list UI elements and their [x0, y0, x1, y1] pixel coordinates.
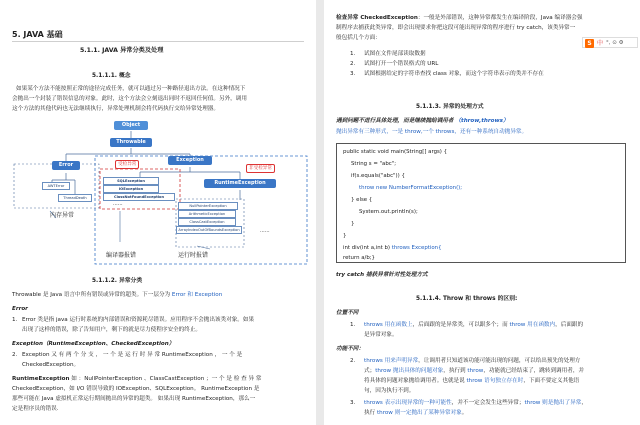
throwable-node: Throwable [110, 138, 152, 147]
position-line: throws 用在函数上，后面跟的是异常类，可以跟多个；而 throw 用在函数内，后面跟的 [364, 322, 584, 328]
function-item-number: 2. [350, 358, 356, 364]
exception-item-number: 2. [12, 352, 18, 358]
checked-item: SQLException [103, 177, 159, 185]
throw-heading-keywords: （throw,throws） [455, 118, 509, 124]
runtime-error-label: 运行时报错 [178, 252, 209, 259]
checked-item: IOException [103, 185, 159, 193]
awt-error-node: AWTError [42, 182, 70, 190]
floating-toolbar[interactable] [582, 37, 638, 48]
function-item-number: 3. [350, 400, 356, 406]
function-line: throws 用来声明异常，让调用者只知道该功能可能出现的问题，可以给出预先的处理方 [364, 358, 581, 364]
diff-title: 5.1.1.4. Throw 和 throws 的区别: [416, 296, 518, 302]
runtime-paragraph-line: CheckedException，如 I/O 错误导致的 IOException、SQLException。 RuntimeException 是 [12, 386, 260, 392]
function-line: 句，因为执行不到。 [364, 388, 415, 394]
title-rule [12, 41, 304, 42]
error-heading: Error [12, 306, 28, 312]
function-heading: 功能不同： [336, 346, 364, 352]
sogou-logo-icon[interactable]: S [585, 39, 594, 48]
throw-description: 抛出异常有三种形式，一是 throw,一个 throws，还有一种系统自动抛异常。 [336, 129, 528, 135]
code-line: public static void main(String[] args) { [343, 149, 448, 155]
checked-item-text: 试图根据给定的字符串查找 class 对象，而这个字符串表示的类并不存在 [364, 71, 544, 77]
runtime-item: NullPointerException [178, 202, 238, 210]
concept-title: 5.1.1.1. 概念 [92, 73, 131, 79]
checked-item-text: 试图在文件尾部读取数据 [364, 51, 426, 57]
error-line: Error 类是指 java 运行时系统的内部错误和资源耗尽错误。应用程序不会抛出该类对象。如果 [22, 317, 255, 323]
classify-link: Error 和 Exception [171, 292, 223, 298]
code-line: if(s.equals("abc")) { [351, 173, 405, 179]
code-line: String s = "abc"; [351, 161, 397, 167]
function-line: throws 表示出现异常的一种可能性，并不一定会发生这些异常；throw 则是抛出了异常， [364, 400, 587, 406]
runtime-paragraph-line: 定是程序员的错误. [12, 406, 59, 412]
internal-error-label: 内存异常 [50, 212, 75, 219]
code-line: throw new NumberFormatException(); [359, 185, 463, 191]
trycatch-line: try catch 捕获异常针对性处理方式 [336, 272, 428, 278]
code-line: } else { [351, 197, 373, 203]
runtime-exception-node: RuntimeException [204, 179, 276, 188]
runtime-label: RuntimeException [12, 376, 70, 382]
section-title: 5.1.1. JAVA 异常分类及处理 [80, 47, 164, 54]
error-item-number: 1. [12, 317, 18, 323]
handling-title: 5.1.1.3. 异常的处理方式 [416, 104, 484, 110]
thread-death-node: ThreadDeath [58, 194, 92, 202]
function-line: 式；throw 抛出具体的问题对象，执行到 throw，功能就已经结束了，跳转到调用者，并 [364, 368, 585, 374]
unchecked-exception-tag: 非受检异常 [246, 164, 275, 173]
language-toggle[interactable]: 中 [597, 40, 604, 47]
checked-paragraph-line: 般包括几个方面： [336, 35, 381, 41]
exception-heading: Exception（RuntimeException、CheckedException） [12, 341, 175, 347]
code-throws: throws Exception{ [391, 245, 442, 251]
checked-paragraph-line [336, 15, 583, 22]
code-line: } [343, 233, 347, 239]
checked-item-number: 3. [350, 71, 356, 77]
position-item-number: 1. [350, 322, 356, 328]
classify-text: Throwable 是 Java 语言中所有错误或异常的超类。下一层分为 [12, 292, 172, 298]
runtime-dots: ...... [260, 228, 270, 234]
checked-text: ：一般是外部错误，这种异常都发生在编译阶段，Java 编译器会强 [417, 15, 583, 21]
checked-item-text: 试图打开一个错误格式的 URL [364, 61, 439, 67]
checked-item: ClassNotFoundException [103, 193, 175, 201]
left-page [0, 0, 316, 425]
object-node: Object [114, 121, 148, 130]
runtime-item: ArithmeticException [178, 210, 236, 218]
throw-heading [336, 118, 509, 125]
chapter-title: 5. JAVA 基础 [12, 30, 63, 39]
exception-hierarchy-diagram [0, 116, 316, 266]
runtime-text: 如 ：NullPointerException 、ClassCastException ；一 个 是 检 查 异 常 [69, 376, 262, 382]
error-node: Error [52, 161, 80, 170]
exception-line: Exception 又 有 两 个 分 支 ， 一 个 是 运 行 时 异 常 RuntimeException ， 一 个 是 [22, 352, 243, 358]
error-line: 出现了这样的错误，除了告知用户，剩下的就是尽力使程序安全的终止。 [22, 327, 202, 333]
code-line [343, 245, 442, 252]
position-heading: 位置不同 [336, 310, 359, 316]
runtime-item: ClassCastException [178, 218, 236, 226]
checked-dots: ...... [113, 201, 123, 207]
code-line: return a/b;} [343, 255, 375, 261]
concept-line: 会抛出一个封装了错误信息的对象。此时，这个方法会立刻退出同时不返回任何值。另外，调用 [12, 96, 247, 102]
right-page [324, 0, 640, 425]
function-line: 将具体的问题对象抛给调用者。也就是说 throw 语句独立存在时，下面不要定义其他语 [364, 378, 580, 384]
checked-paragraph-line: 制程序去捕获此类异常，即会出现要求你把这段可能出现异常的程序进行 try catch，该类异常一 [336, 25, 576, 31]
code-block [336, 143, 626, 263]
checked-exception-tag: 受检异常 [115, 160, 139, 169]
runtime-item: ArrayIndexOutOfBoundsException [176, 226, 242, 234]
runtime-paragraph-line [12, 376, 261, 383]
code-line: System.out.println(s); [359, 209, 418, 215]
checked-label: 检查异常 CheckedException [336, 15, 418, 21]
classify-title: 5.1.1.2. 异常分类 [92, 278, 143, 284]
code-signature: int div(int a,int b) [343, 245, 392, 251]
classify-line [12, 292, 222, 299]
exception-node: Exception [168, 156, 212, 165]
concept-line: 这个方法的其他代码也无法继续执行，异常处理机制会将代码执行交给异常处理器。 [12, 106, 219, 112]
exception-line: CheckedException。 [22, 362, 80, 368]
function-line: 执行 throw 则一定抛出了某种异常对象。 [364, 410, 468, 416]
compile-error-label: 编译器报错 [106, 252, 137, 259]
throw-heading-text: 遇到问题不进行具体处理，而是继续抛给调用者 [336, 118, 456, 124]
position-line: 是异常对象。 [364, 332, 398, 338]
checked-item-number: 2. [350, 61, 356, 67]
code-line: } [351, 221, 355, 227]
checked-item-number: 1. [350, 51, 356, 57]
concept-line: 如果某个方法不能按照正常的途径完成任务，就可以通过另一种路径退出方法。在这种情况下 [16, 86, 246, 92]
runtime-paragraph-line: 那些可能在 Java 虚拟机正常运行期间抛出的异常的超类。 如果出现 RuntimeException，那么一 [12, 396, 256, 402]
toolbar-tools-icon[interactable]: °, ⊙ ⚙ [606, 40, 624, 46]
